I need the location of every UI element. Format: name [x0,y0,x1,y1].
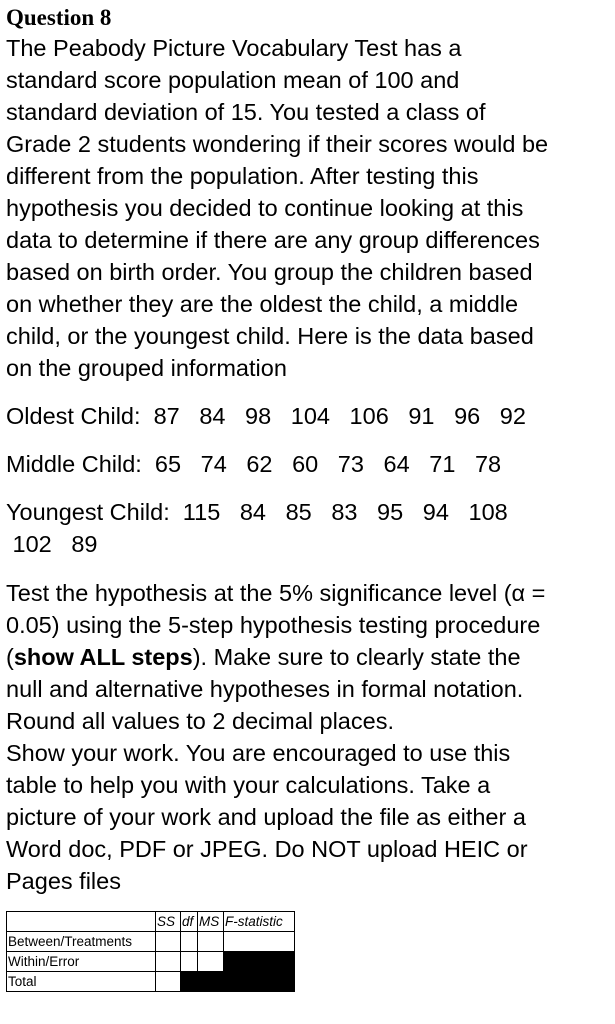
youngest-child-data [6,496,615,560]
cell-f-shaded [224,952,295,972]
intro-line: hypothesis you decided to continue looking at this [6,195,524,221]
cell-df [181,932,198,952]
intro-line: standard deviation of 15. You tested a class of [6,99,486,125]
cell-df [181,952,198,972]
intro-line: on whether they are the oldest the child, a middle [6,291,519,317]
anova-row-total [7,972,295,992]
header-df: df [181,912,198,932]
intro-paragraph [6,32,615,384]
instructions-paragraph [6,577,615,897]
instruction-line: 0.05) using the 5-step hypothesis testing procedure [6,612,541,638]
instruction-line: Round all values to 2 decimal places. [6,708,394,734]
instruction-line: picture of your work and upload the file as either a [6,804,526,830]
instruction-line: null and alternative hypotheses in formal notation. [6,676,524,702]
anova-row-between [7,932,295,952]
header-f-statistic: F-statistic [224,912,295,932]
show-all-steps-emphasis: show ALL steps [13,644,193,670]
intro-line: on the grouped information [6,355,287,381]
anova-header-row [7,912,295,932]
cell-ss [156,952,181,972]
header-ss: SS [156,912,181,932]
intro-line: based on birth order. You group the children based [6,259,533,285]
anova-row-within [7,952,295,972]
header-ms: MS [198,912,224,932]
cell-f-shaded [224,972,295,992]
intro-line: Grade 2 students wondering if their scores would be [6,131,549,157]
cell-ss [156,932,181,952]
intro-line: standard score population mean of 100 and [6,67,460,93]
cell-f [224,932,295,952]
cell-ms [198,952,224,972]
intro-line: The Peabody Picture Vocabulary Test has a [6,35,462,61]
intro-line: data to determine if there are any group differences [6,227,540,253]
question-page [6,4,615,897]
anova-corner-cell [7,912,156,932]
middle-child-data: Middle Child: 65 74 62 60 73 64 71 78 [6,451,502,477]
instruction-line: Show your work. You are encouraged to use this [6,740,511,766]
intro-line: different from the population. After testing this [6,163,479,189]
row-label: Within/Error [7,952,156,972]
cell-ms [198,932,224,952]
youngest-child-line: 102 89 [6,531,98,557]
oldest-child-data: Oldest Child: 87 84 98 104 106 91 96 92 [6,403,526,429]
cell-df-shaded [181,972,198,992]
instruction-text: ). Make sure to clearly state the [192,644,521,670]
question-title: Question 8 [6,5,112,30]
instruction-line: Word doc, PDF or JPEG. Do NOT upload HEIC or [6,836,528,862]
instruction-text: ( [6,644,14,670]
intro-line: child, or the youngest child. Here is the data based [6,323,534,349]
youngest-child-line: Youngest Child: 115 84 85 83 95 94 108 [6,499,508,525]
instruction-line: table to help you with your calculations. Take a [6,772,491,798]
anova-table [6,911,295,992]
instruction-line: Pages files [6,868,121,894]
row-label: Total [7,972,156,992]
row-label: Between/Treatments [7,932,156,952]
cell-ss [156,972,181,992]
instruction-line: Test the hypothesis at the 5% significance level (α = [6,580,546,606]
instruction-line [6,641,615,673]
cell-ms-shaded [198,972,224,992]
